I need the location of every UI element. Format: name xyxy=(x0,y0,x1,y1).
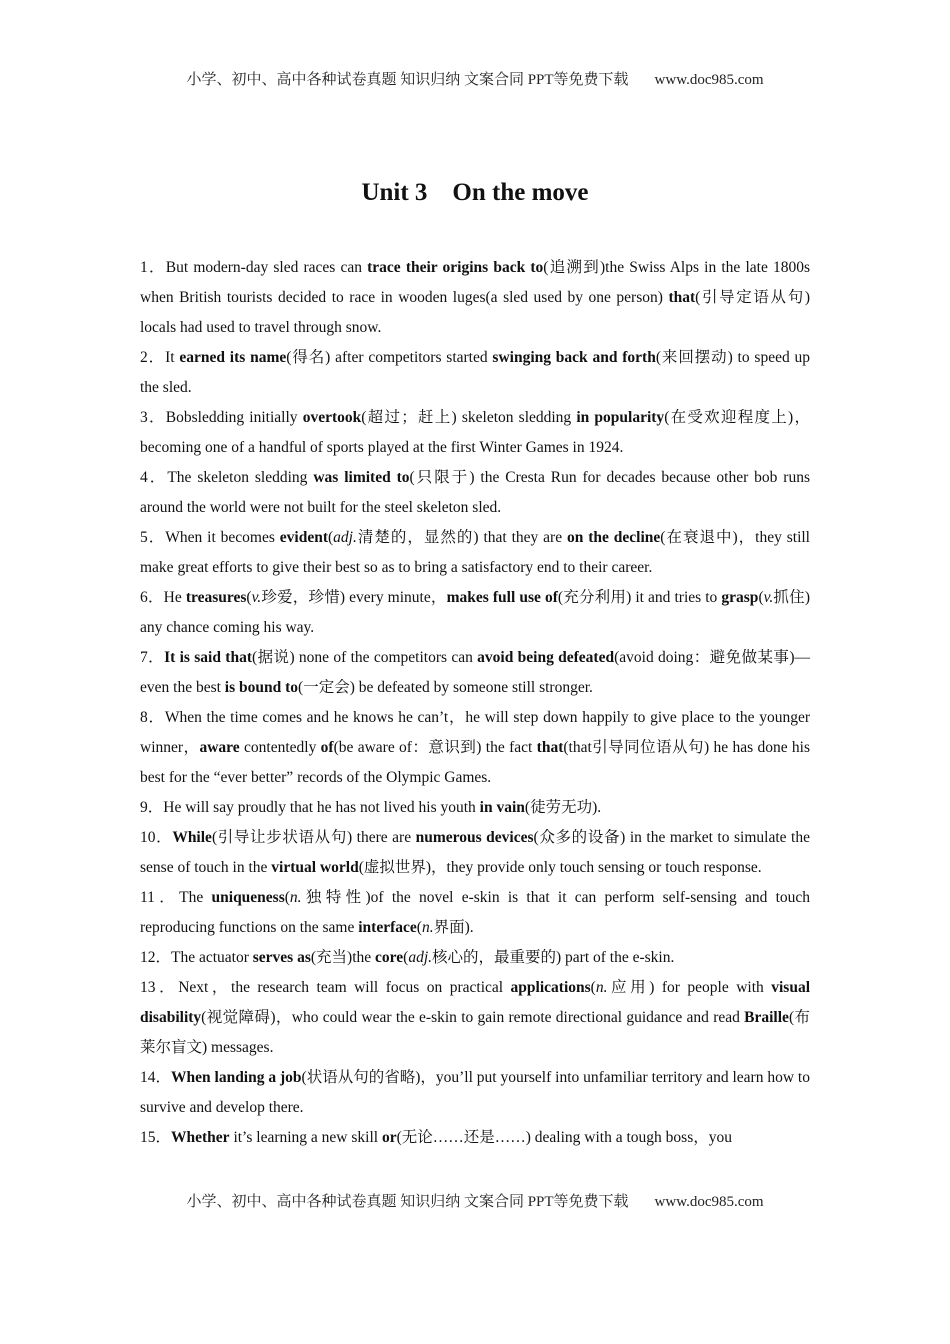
item-text: it’s learning a new skill xyxy=(229,1129,382,1146)
key-phrase: visual disability xyxy=(140,979,811,1026)
key-phrase: Whether xyxy=(171,1129,230,1146)
item-text: (虚拟世界)，they provide only touch sensing or touch response. xyxy=(358,859,762,876)
key-phrase: or xyxy=(381,1129,397,1146)
item-text: n. xyxy=(595,979,608,996)
key-phrase: When landing a job xyxy=(171,1069,302,1086)
item-text: (一定会) be defeated by someone still stronger. xyxy=(298,679,593,696)
key-phrase: aware xyxy=(199,739,240,756)
item-text: adj. xyxy=(333,529,357,546)
key-phrase: in vain xyxy=(479,799,525,816)
item-text: ( xyxy=(328,529,334,546)
item-text: contentedly xyxy=(239,739,321,756)
key-phrase: serves as xyxy=(252,949,311,966)
item-text: ( xyxy=(416,919,422,936)
list-item xyxy=(140,1123,810,1153)
item-text: 14． xyxy=(140,1069,172,1086)
item-text: 1．But modern-day sled races can xyxy=(140,259,368,276)
item-text: (超过；赶上) skeleton sledding xyxy=(361,409,577,426)
footer-site[interactable]: www.doc985.com xyxy=(654,1194,764,1210)
item-text: 界面). xyxy=(433,919,474,936)
list-item xyxy=(140,823,810,883)
header-site[interactable]: www.doc985.com xyxy=(654,72,764,88)
item-text: 5．When it becomes xyxy=(140,529,280,546)
item-text: 珍爱，珍惜) every minute， xyxy=(261,589,447,606)
item-text: (be aware of：意识到) the fact xyxy=(333,739,537,756)
item-text: (在受欢迎程度上)，becoming one of a handful of sports played at the first Winter Games in 1924. xyxy=(140,409,810,456)
item-text: n. xyxy=(421,919,434,936)
list-item xyxy=(140,583,810,643)
key-phrase: earned its name xyxy=(179,349,287,366)
item-text: (充分利用) it and tries to xyxy=(557,589,722,606)
item-text: (引导定语从句) locals had used to travel through snow. xyxy=(140,289,811,336)
item-text: 应用) for people with xyxy=(607,979,772,996)
item-text: n. xyxy=(289,889,302,906)
item-text: (众多的设备) in the market to simulate the sense of touch in the xyxy=(140,829,810,876)
item-text: (追溯到)the Swiss Alps in the late 1800s when British tourists decided to race in wooden luges(a sled used by one person) xyxy=(140,259,810,306)
item-text: 核心的，最重要的) part of the e-skin. xyxy=(432,949,675,966)
item-text: ( xyxy=(590,979,596,996)
key-phrase: While xyxy=(172,829,212,846)
item-text: ( xyxy=(403,949,409,966)
key-phrase: avoid being defeated xyxy=(477,649,615,666)
key-phrase: overtook xyxy=(302,409,362,426)
list-item xyxy=(140,793,810,823)
list-item xyxy=(140,253,810,343)
key-phrase: It is said that xyxy=(164,649,252,666)
key-phrase: core xyxy=(375,949,404,966)
page-header xyxy=(0,68,950,89)
list-item xyxy=(140,1063,810,1123)
page-title: Unit 3 On the move xyxy=(361,179,589,206)
key-phrase: interface xyxy=(358,919,417,936)
item-text: (视觉障碍)，who could wear the e-skin to gain remote directional guidance and read xyxy=(201,1009,745,1026)
item-text: 7． xyxy=(140,649,165,666)
item-text: 清楚的，显然的) that they are xyxy=(356,529,567,546)
item-text: ( xyxy=(758,589,764,606)
item-text: ( xyxy=(284,889,290,906)
key-phrase: that xyxy=(668,289,696,306)
item-text: (状语从句的省略)，you’ll put yourself into unfamiliar territory and learn how to survive and develop there. xyxy=(140,1069,810,1116)
footer-text: 小学、初中、高中各种试卷真题 知识归纳 文案合同 PPT等免费下载 xyxy=(186,1194,629,1210)
key-phrase: was limited to xyxy=(313,469,410,486)
item-text: (充当)the xyxy=(310,949,376,966)
list-item xyxy=(140,343,810,403)
item-text: 抓住) any chance coming his way. xyxy=(140,589,810,636)
item-text: (布莱尔盲文) messages. xyxy=(140,1009,810,1056)
list-item xyxy=(140,463,810,523)
item-text: ( xyxy=(246,589,252,606)
item-text: 9．He will say proudly that he has not lived his youth xyxy=(140,799,480,816)
item-text: 10． xyxy=(140,829,173,846)
key-phrase: treasures xyxy=(185,589,247,606)
key-phrase: virtual world xyxy=(271,859,359,876)
page-footer xyxy=(0,1190,950,1211)
item-text: (avoid doing：避免做某事)—even the best xyxy=(140,649,811,696)
key-phrase: uniqueness xyxy=(211,889,285,906)
item-text: (在衰退中)，they still make great efforts to give their best so as to bring a satisfactory end to their career. xyxy=(140,529,810,576)
key-phrase: numerous devices xyxy=(415,829,534,846)
item-text: (徒劳无功). xyxy=(524,799,602,816)
key-phrase: that xyxy=(536,739,564,756)
key-phrase: swinging back and forth xyxy=(492,349,656,366)
item-text: (只限于) the Cresta Run for decades because other bob runs around the world were not built for the steel skeleton sled. xyxy=(140,469,810,516)
item-text: 8．When the time comes and he knows he can’t，he will step down happily to give place to the younger winner， xyxy=(140,709,810,756)
item-text: 4．The skeleton sledding xyxy=(140,469,314,486)
key-phrase: is bound to xyxy=(224,679,299,696)
list-item xyxy=(140,703,810,793)
item-text: 15． xyxy=(140,1129,172,1146)
key-phrase: evident xyxy=(279,529,328,546)
list-item xyxy=(140,523,810,583)
list-item xyxy=(140,943,810,973)
item-text: 3．Bobsledding initially xyxy=(140,409,303,426)
key-phrase: makes full use of xyxy=(446,589,558,606)
list-item xyxy=(140,403,810,463)
item-text: (无论……还是……) dealing with a tough boss，you xyxy=(396,1129,732,1146)
key-phrase: on the decline xyxy=(566,529,661,546)
header-text: 小学、初中、高中各种试卷真题 知识归纳 文案合同 PPT等免费下载 xyxy=(186,72,629,88)
item-text: (that引导同位语从句) he has done his best for the “ever better” records of the Olympic Games. xyxy=(140,739,811,786)
item-text: 2．It xyxy=(140,349,180,366)
list-item xyxy=(140,643,810,703)
item-text: (来回摆动) to speed up the sled. xyxy=(140,349,810,396)
item-text: 12．The actuator xyxy=(140,949,253,966)
item-text: v. xyxy=(763,589,774,606)
list-item xyxy=(140,973,810,1063)
key-phrase: in popularity xyxy=(576,409,665,426)
item-text: 独特性)of the novel e-skin is that it can perform self-sensing and touch reproducing functions on the same xyxy=(140,889,810,936)
key-phrase: trace their origins back to xyxy=(367,259,544,276)
key-phrase: of xyxy=(320,739,334,756)
list-item xyxy=(140,883,810,943)
item-text: (引导让步状语从句) there are xyxy=(211,829,416,846)
item-text: adj. xyxy=(408,949,432,966)
item-text: v. xyxy=(251,589,262,606)
key-phrase: Braille xyxy=(744,1009,789,1026)
key-phrase: grasp xyxy=(721,589,759,606)
item-text: 11．The xyxy=(140,889,212,906)
item-text: (得名) after competitors started xyxy=(286,349,493,366)
key-phrase: applications xyxy=(510,979,591,996)
item-text: 6．He xyxy=(140,589,186,606)
item-list xyxy=(140,253,810,1153)
item-text: (据说) none of the competitors can xyxy=(252,649,478,666)
item-text: 13．Next，the research team will focus on practical xyxy=(140,979,511,996)
